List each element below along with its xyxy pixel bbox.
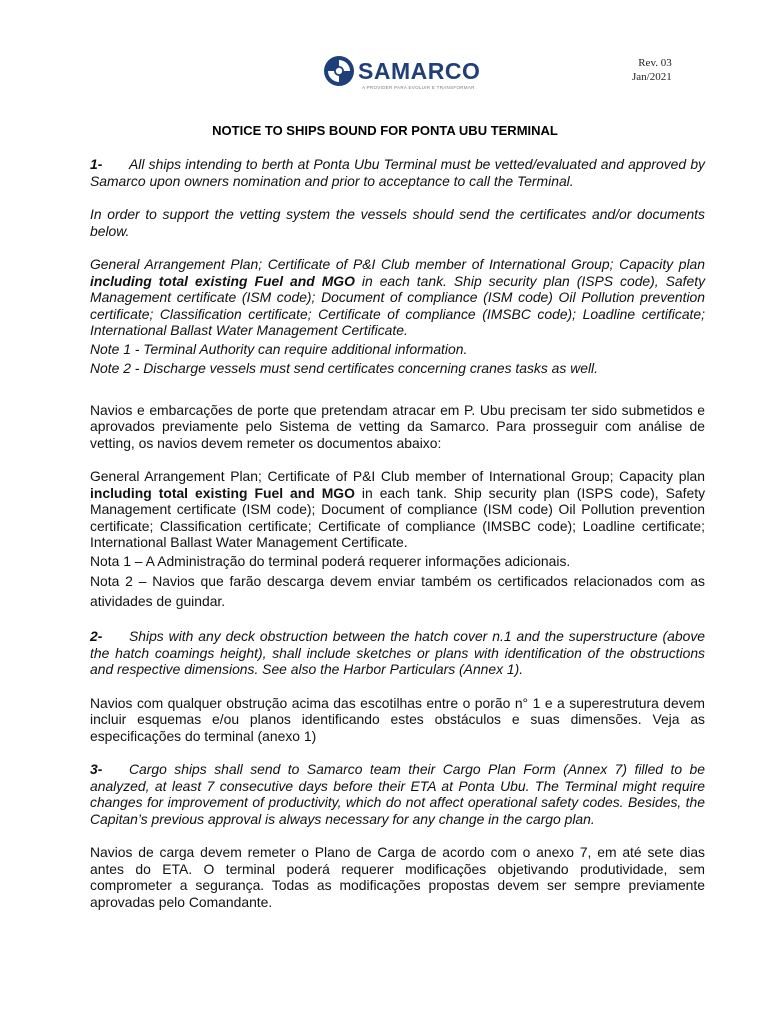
section-2-number: 2- (90, 628, 103, 644)
nota-2-pt: Nota 2 – Navios que farão descarga devem enviar também os certificados relacionados com as atividades de guindar. (90, 573, 705, 609)
section-1-pt: Navios e embarcações de porte que pretendam atracar em P. Ubu precisam ter sido submetidos e aprovados previamente pelo Sistema de vetting da Samarco. Para prosseguir com análise de vetting, os navios devem remeter os documentos abaixo: (90, 401, 705, 451)
logo-tagline: A PROVIDER PARA EVOLUIR E TRANSFORMAR (362, 85, 475, 90)
section-1-text (90, 156, 705, 189)
nota-1-pt: Nota 1 – A Administração do terminal poderá requerer informações adicionais. (90, 552, 571, 569)
section-1-body: All ships intending to berth at Ponta Ubu Terminal must be vetted/evaluated and approved by Samarco upon owners nomination and prior to acceptance to call the Terminal. (90, 156, 705, 189)
section-3-number: 3- (90, 761, 103, 777)
docs-en-post: in each tank. Ship security plan (ISPS code), Safety Management certificate (ISM code); Document of compliance (ISM code) Oil Pollution prevention certificate; Classification certificate; Certificate of compliance (IMSBC code); Loadline certificate; International Ballast Water Management Certificate. (90, 272, 706, 338)
docs-list-pt (90, 468, 705, 551)
section-3-body: Cargo ships shall send to Samarco team their Cargo Plan Form (Annex 7) filled to be analyzed, at least 7 consecutive days before their ETA at Ponta Ubu. The Terminal might require changes for improvement of productivity, which do not affect operational safety codes. Besides, the Capitan’s previous approval is always necessary for any change in the cargo plan. (90, 761, 705, 827)
vetting-support-text: In order to support the vetting system the vessels should send the certificates and/or documents below. (90, 206, 705, 239)
logo-wordmark: SAMARCO (358, 58, 481, 84)
section-1-number: 1- (90, 156, 103, 172)
section-3-text (90, 761, 705, 827)
docs-pt-pre: General Arrangement Plan; Certificate of P&I Club member of International Group; Capacity plan (90, 468, 705, 484)
docs-pt-bold: including total existing Fuel and MGO (90, 484, 355, 501)
docs-list-en (90, 256, 705, 339)
section-2-text (90, 628, 705, 678)
note-2-en: Note 2 - Discharge vessels must send certificates concerning cranes tasks as well. (90, 360, 598, 376)
section-3-pt: Navios de carga devem remeter o Plano de Carga de acordo com o anexo 7, em até sete dias antes do ETA. O terminal poderá requerer modificações objetivando produtividade, sem comprometer a segurança. Todas as modificações propostas devem ser sempre previamente aprovadas pelo Comandante. (90, 844, 705, 910)
revision-number: Rev. 03 (638, 57, 672, 69)
document-body (90, 156, 705, 910)
note-1-en: Note 1 - Terminal Authority can require additional information. (90, 340, 468, 357)
company-logo (322, 53, 492, 93)
section-2-pt: Navios com qualquer obstrução acima das escotilhas entre o porão n° 1 e a superestrutura devem incluir esquemas e/ou planos identificando estes obstáculos e suas dimensões. Veja as especificações do terminal (anexo 1) (90, 694, 705, 744)
docs-en-pre: General Arrangement Plan; Certificate of P&I Club member of International Group; Capacity plan (90, 256, 705, 272)
docs-en-bold: including total existing Fuel and MGO (90, 272, 355, 289)
section-2-body: Ships with any deck obstruction between the hatch cover n.1 and the superstructure (above the hatch coamings height), shall include sketches or plans with identification of the obstructions and respective dimensions. See also the Harbor Particulars (Annex 1). (90, 628, 705, 677)
revision-date: Jan/2021 (632, 71, 672, 83)
samarco-emblem-icon (322, 54, 356, 88)
revision-block (632, 56, 672, 84)
docs-pt-post: in each tank. Ship security plan (ISPS code), Safety Management certificate (ISM code); Document of compliance (ISM code) Oil Pollution prevention certificate; Classification certificate; Certificate of compliance (IMSBC code); Loadline certificate; International Ballast Water Management Certificate. (90, 484, 706, 550)
document-title: NOTICE TO SHIPS BOUND FOR PONTA UBU TERMINAL (212, 123, 558, 138)
